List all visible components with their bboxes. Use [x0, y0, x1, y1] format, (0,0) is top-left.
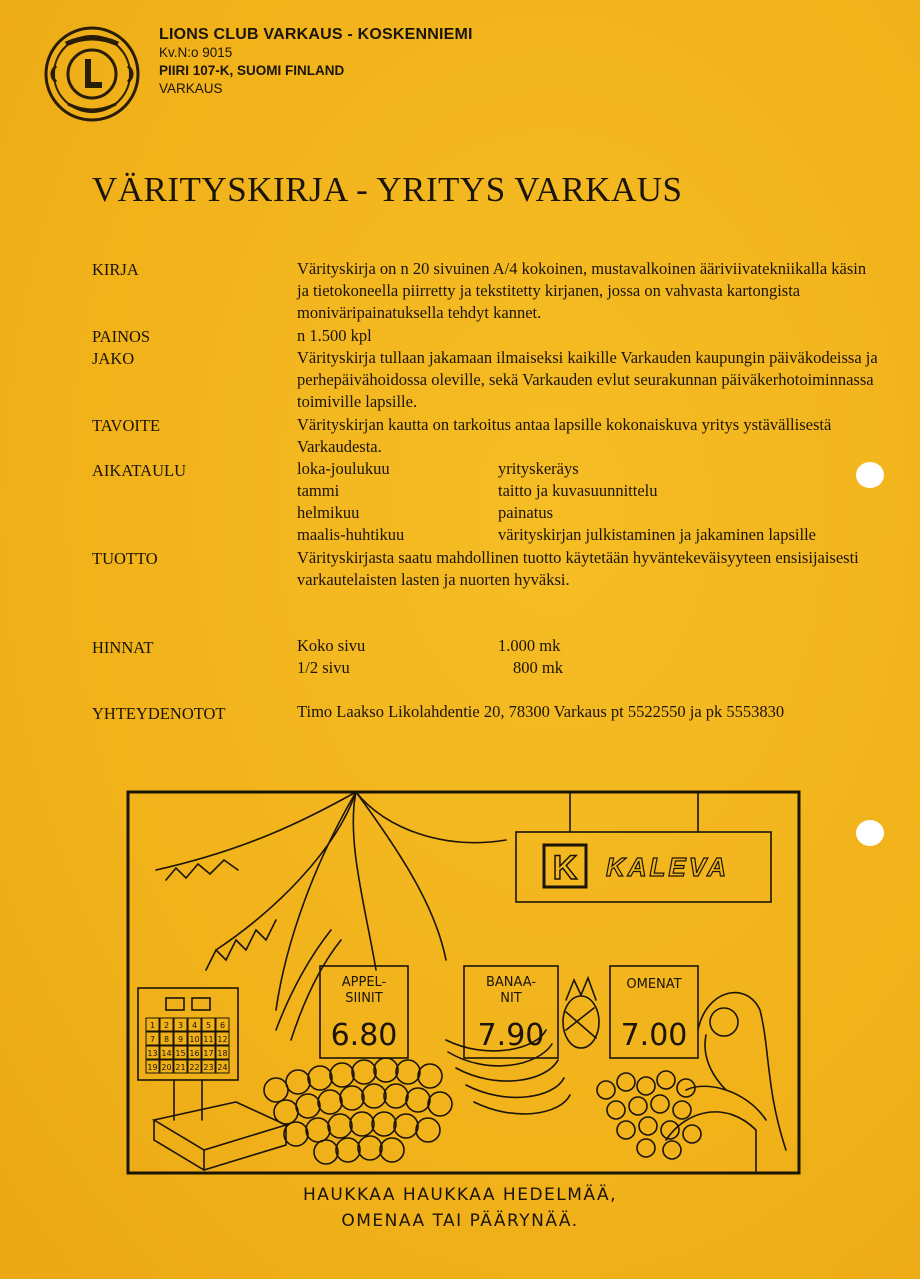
fruit-outline [663, 1141, 681, 1159]
club-number: Kv.N:o 9015 [159, 45, 233, 60]
fruit-outline [396, 1060, 420, 1084]
register-key-label: 13 [147, 1049, 158, 1058]
price-value: 800 mk [513, 658, 563, 677]
fruit-outline [308, 1066, 332, 1090]
fruit-pile [264, 1058, 701, 1164]
fruit-outline [683, 1125, 701, 1143]
palm-tree-icon [156, 792, 506, 1040]
sign-bananas-label: BANAA-NIT [485, 975, 537, 1006]
label-kirja: KIRJA [92, 260, 139, 279]
fruit-outline [374, 1058, 398, 1082]
label-jako: JAKO [92, 349, 135, 368]
register-key-label: 5 [205, 1021, 212, 1030]
fruit-outline [651, 1095, 669, 1113]
fruit-outline [416, 1118, 440, 1142]
fruit-outline [673, 1101, 691, 1119]
price-value: 1.000 mk [498, 636, 561, 655]
club-district: PIIRI 107-K, SUOMI FINLAND [159, 63, 345, 78]
register-key-label: 9 [177, 1035, 184, 1044]
fruit-outline [617, 1121, 635, 1139]
page-title: VÄRITYSKIRJA - YRITYS VARKAUS [92, 170, 683, 209]
register-key-label: 4 [191, 1021, 198, 1030]
label-painos: PAINOS [92, 327, 151, 346]
pineapple-icon [563, 978, 599, 1048]
price-oranges: 6.80 [330, 1018, 398, 1053]
fruit-outline [657, 1071, 675, 1089]
schedule-when: maalis-huhtikuu [297, 525, 405, 544]
punch-hole [856, 820, 884, 846]
text-painos: n 1.500 kpl [297, 326, 372, 345]
illustration-caption [250, 1182, 670, 1234]
register-key-label: 21 [175, 1063, 186, 1072]
fruit-outline [328, 1114, 352, 1138]
fruit-outline [394, 1114, 418, 1138]
text-yhteydenotot: Timo Laakso Likolahdentie 20, 78300 Varkaus pt 5522550 ja pk 5553830 [297, 702, 785, 721]
club-header [159, 26, 473, 98]
price-bananas: 7.90 [477, 1018, 545, 1053]
punch-hole [856, 462, 884, 488]
fruit-outline [597, 1081, 615, 1099]
fruit-outline [661, 1121, 679, 1139]
text-tuotto: Värityskirjasta saatu mahdollinen tuotto käytetään hyväntekeväisyyteen ensisijaisesti varkautelaisten lasten ja nuorten hyväksi. [297, 548, 859, 589]
fruit-outline [358, 1136, 382, 1160]
register-key-label: 17 [203, 1049, 214, 1058]
label-hinnat: HINNAT [92, 638, 154, 657]
fruit-outline [607, 1101, 625, 1119]
register-key-label: 6 [219, 1021, 226, 1030]
store-sign-text: KALEVA [606, 852, 729, 882]
label-tuotto: TUOTTO [92, 549, 158, 568]
register-key-label: 22 [189, 1063, 200, 1072]
fruit-outline [617, 1073, 635, 1091]
fruit-outline [284, 1122, 308, 1146]
register-key-label: 20 [161, 1063, 172, 1072]
lions-logo-icon [44, 26, 140, 122]
fruit-outline [286, 1070, 310, 1094]
register-key-label: 8 [163, 1035, 170, 1044]
text-tavoite: Värityskirjan kautta on tarkoitus antaa lapsille kokonaiskuva yritys ystävällisestä Varkaudesta. [297, 415, 832, 456]
schedule-what: taitto ja kuvasuunnittelu [498, 481, 658, 500]
schedule-what: painatus [498, 503, 553, 522]
store-logo-letter: K [552, 849, 578, 887]
fruit-outline [306, 1118, 330, 1142]
schedule-what: yrityskeräys [498, 459, 579, 478]
sign-apples-label: OMENAT [626, 977, 682, 992]
fruit-outline [384, 1084, 408, 1108]
club-city: VARKAUS [159, 81, 223, 96]
fruit-outline [274, 1100, 298, 1124]
register-key-label: 19 [147, 1063, 158, 1072]
fruit-outline [418, 1064, 442, 1088]
caption-line-1: HAUKKAA HAUKKAA HEDELMÄÄ, [302, 1185, 618, 1205]
register-key-label: 10 [189, 1035, 200, 1044]
register-key-label: 7 [149, 1035, 156, 1044]
fruit-outline [428, 1092, 452, 1116]
fruit-outline [637, 1077, 655, 1095]
text-kirja: Värityskirja on n 20 sivuinen A/4 kokoinen, mustavalkoinen ääriviivatekniikalla käsin ja tietokoneella piirretty ja tekstitetty kirjanen, jossa on vahvasta kartongista moniväripainatuksella tehdyt kannet. [297, 259, 867, 322]
price-apples: 7.00 [620, 1018, 688, 1053]
sign-oranges-label: APPEL-SIINIT [341, 975, 387, 1006]
register-keypad [146, 1018, 229, 1073]
register-key-label: 16 [189, 1049, 200, 1058]
fruit-outline [352, 1060, 376, 1084]
fruit-outline [639, 1117, 657, 1135]
schedule-when: loka-joulukuu [297, 459, 390, 478]
register-key-label: 3 [177, 1021, 184, 1030]
fruit-outline [362, 1084, 386, 1108]
register-key-label: 11 [203, 1035, 214, 1044]
fruit-outline [350, 1112, 374, 1136]
fruit-outline [629, 1097, 647, 1115]
fruit-outline [318, 1090, 342, 1114]
club-name: LIONS CLUB VARKAUS - KOSKENNIEMI [159, 26, 473, 43]
price-item: 1/2 sivu [297, 658, 350, 677]
fruit-outline [264, 1078, 288, 1102]
text-jako: Värityskirja tullaan jakamaan ilmaiseksi kaikille Varkauden kaupungin päiväkodeissa ja perhepäivähoidossa oleville, sekä Varkauden evlut seurakunnan päiväkerhotoiminnassa toimiville lapsille. [297, 348, 878, 411]
register-key-label: 15 [175, 1049, 186, 1058]
fruit-outline [296, 1094, 320, 1118]
register-key-label: 2 [163, 1021, 170, 1030]
label-tavoite: TAVOITE [92, 416, 161, 435]
coloring-illustration [126, 790, 801, 1175]
fruit-outline [637, 1139, 655, 1157]
cash-register-icon [138, 988, 238, 1120]
schedule-what: värityskirjan julkistaminen ja jakaminen lapsille [498, 525, 817, 544]
register-key-label: 18 [217, 1049, 228, 1058]
fruit-outline [372, 1112, 396, 1136]
caption-line-2: OMENAA TAI PÄÄRYNÄÄ. [341, 1211, 579, 1231]
price-item: Koko sivu [297, 636, 366, 655]
register-key-label: 14 [161, 1049, 172, 1058]
register-key-label: 1 [149, 1021, 156, 1030]
label-aikataulu: AIKATAULU [92, 461, 186, 480]
register-key-label: 23 [203, 1063, 214, 1072]
label-yhteydenotot: YHTEYDENOTOT [92, 704, 226, 723]
fruit-outline [380, 1138, 404, 1162]
fruit-outline [406, 1088, 430, 1112]
fruit-outline [330, 1063, 354, 1087]
fruit-outline [336, 1138, 360, 1162]
fruit-outline [340, 1086, 364, 1110]
schedule-when: helmikuu [297, 503, 360, 522]
schedule-when: tammi [297, 481, 340, 500]
fruit-outline [314, 1140, 338, 1164]
register-key-label: 12 [217, 1035, 228, 1044]
register-key-label: 24 [217, 1063, 228, 1072]
